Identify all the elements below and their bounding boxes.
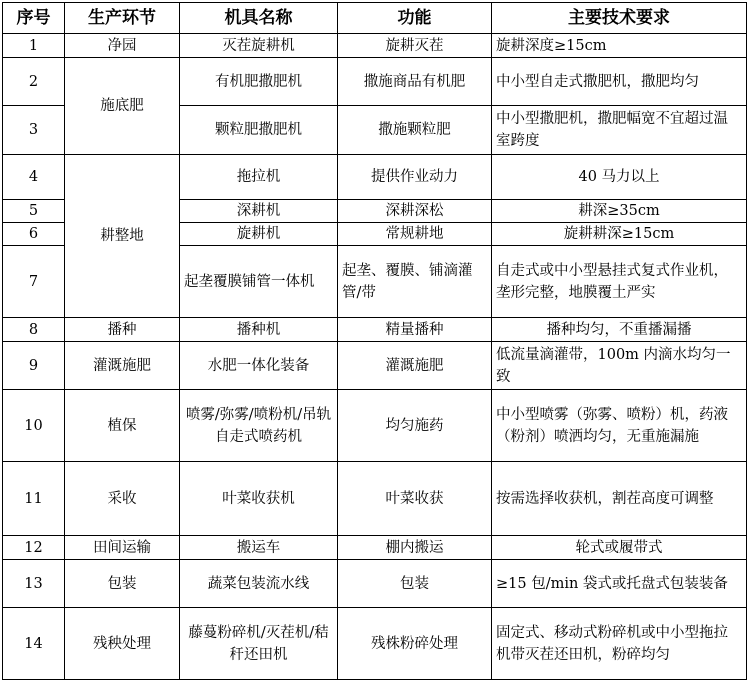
cell-requirement: 固定式、移动式粉碎机或中小型拖拉机带灭茬还田机，粉碎均匀 bbox=[492, 608, 747, 680]
cell-no: 1 bbox=[3, 34, 65, 58]
cell-machine: 起垄覆膜铺管一体机 bbox=[180, 246, 338, 318]
header-requirement: 主要技术要求 bbox=[492, 3, 747, 34]
cell-function: 残株粉碎处理 bbox=[338, 608, 492, 680]
cell-function: 旋耕灭茬 bbox=[338, 34, 492, 58]
table-row bbox=[3, 390, 747, 462]
machinery-table bbox=[2, 2, 747, 680]
cell-no: 2 bbox=[3, 58, 65, 106]
cell-no: 6 bbox=[3, 223, 65, 246]
cell-function: 撒施商品有机肥 bbox=[338, 58, 492, 106]
cell-requirement: 旋耕耕深≥15cm bbox=[492, 223, 747, 246]
cell-requirement: 播种均匀，不重播漏播 bbox=[492, 318, 747, 342]
cell-no: 5 bbox=[3, 200, 65, 223]
cell-requirement: 40 马力以上 bbox=[492, 155, 747, 200]
cell-machine: 蔬菜包装流水线 bbox=[180, 560, 338, 608]
cell-requirement: 耕深≥35cm bbox=[492, 200, 747, 223]
cell-requirement: 自走式或中小型悬挂式复式作业机，垄形完整，地膜覆土严实 bbox=[492, 246, 747, 318]
cell-machine: 拖拉机 bbox=[180, 155, 338, 200]
cell-machine: 喷雾/弥雾/喷粉机/吊轨自走式喷药机 bbox=[180, 390, 338, 462]
cell-function: 棚内搬运 bbox=[338, 536, 492, 560]
cell-no: 11 bbox=[3, 462, 65, 536]
cell-stage: 净园 bbox=[65, 34, 180, 58]
cell-requirement: 中小型自走式撒肥机，撒肥均匀 bbox=[492, 58, 747, 106]
cell-function: 灌溉施肥 bbox=[338, 342, 492, 390]
table-row bbox=[3, 155, 747, 200]
cell-requirement: ≥15 包/min 袋式或托盘式包装装备 bbox=[492, 560, 747, 608]
cell-machine: 藤蔓粉碎机/灭茬机/秸秆还田机 bbox=[180, 608, 338, 680]
cell-no: 12 bbox=[3, 536, 65, 560]
header-no: 序号 bbox=[3, 3, 65, 34]
cell-machine: 播种机 bbox=[180, 318, 338, 342]
cell-function: 叶菜收获 bbox=[338, 462, 492, 536]
cell-stage: 田间运输 bbox=[65, 536, 180, 560]
cell-requirement: 低流量滴灌带，100m 内滴水均匀一致 bbox=[492, 342, 747, 390]
cell-machine: 颗粒肥撒肥机 bbox=[180, 106, 338, 155]
cell-function: 精量播种 bbox=[338, 318, 492, 342]
cell-no: 3 bbox=[3, 106, 65, 155]
cell-no: 4 bbox=[3, 155, 65, 200]
cell-machine: 有机肥撒肥机 bbox=[180, 58, 338, 106]
table-row bbox=[3, 462, 747, 536]
cell-function: 提供作业动力 bbox=[338, 155, 492, 200]
cell-stage: 灌溉施肥 bbox=[65, 342, 180, 390]
table-row bbox=[3, 608, 747, 680]
cell-machine: 灭茬旋耕机 bbox=[180, 34, 338, 58]
cell-machine: 叶菜收获机 bbox=[180, 462, 338, 536]
cell-function: 深耕深松 bbox=[338, 200, 492, 223]
cell-stage: 植保 bbox=[65, 390, 180, 462]
table-row bbox=[3, 536, 747, 560]
cell-stage: 包装 bbox=[65, 560, 180, 608]
cell-stage: 耕整地 bbox=[65, 155, 180, 318]
table-header-row bbox=[3, 3, 747, 34]
cell-function: 起垄、覆膜、铺滴灌管/带 bbox=[338, 246, 492, 318]
cell-no: 14 bbox=[3, 608, 65, 680]
cell-requirement: 中小型喷雾（弥雾、喷粉）机，药液（粉剂）喷洒均匀，无重施漏施 bbox=[492, 390, 747, 462]
table-row bbox=[3, 34, 747, 58]
cell-function: 包装 bbox=[338, 560, 492, 608]
machinery-table-container bbox=[2, 2, 746, 680]
table-row bbox=[3, 342, 747, 390]
cell-machine: 搬运车 bbox=[180, 536, 338, 560]
cell-no: 10 bbox=[3, 390, 65, 462]
cell-requirement: 轮式或履带式 bbox=[492, 536, 747, 560]
cell-requirement: 按需选择收获机，割茬高度可调整 bbox=[492, 462, 747, 536]
cell-machine: 深耕机 bbox=[180, 200, 338, 223]
header-function: 功能 bbox=[338, 3, 492, 34]
cell-no: 13 bbox=[3, 560, 65, 608]
cell-no: 9 bbox=[3, 342, 65, 390]
cell-machine: 水肥一体化装备 bbox=[180, 342, 338, 390]
cell-stage: 播种 bbox=[65, 318, 180, 342]
cell-requirement: 旋耕深度≥15cm bbox=[492, 34, 747, 58]
cell-stage: 施底肥 bbox=[65, 58, 180, 155]
cell-requirement: 中小型撒肥机，撒肥幅宽不宜超过温室跨度 bbox=[492, 106, 747, 155]
cell-stage: 采收 bbox=[65, 462, 180, 536]
cell-function: 均匀施药 bbox=[338, 390, 492, 462]
cell-function: 常规耕地 bbox=[338, 223, 492, 246]
cell-machine: 旋耕机 bbox=[180, 223, 338, 246]
header-stage: 生产环节 bbox=[65, 3, 180, 34]
table-row bbox=[3, 560, 747, 608]
cell-no: 7 bbox=[3, 246, 65, 318]
header-machine: 机具名称 bbox=[180, 3, 338, 34]
table-row bbox=[3, 58, 747, 106]
table-row bbox=[3, 318, 747, 342]
cell-no: 8 bbox=[3, 318, 65, 342]
cell-function: 撒施颗粒肥 bbox=[338, 106, 492, 155]
cell-stage: 残秧处理 bbox=[65, 608, 180, 680]
